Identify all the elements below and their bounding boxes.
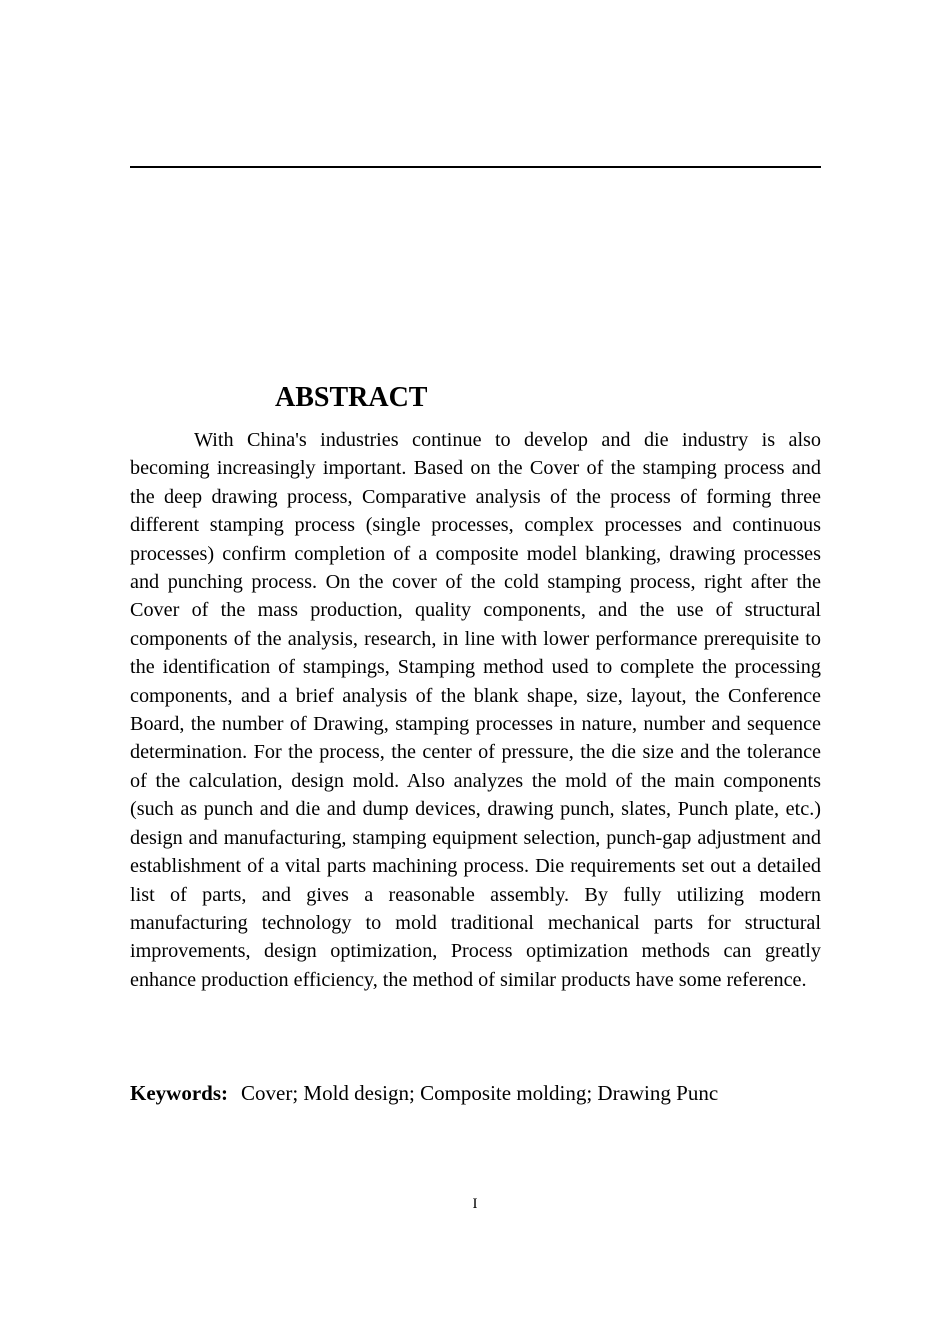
- keywords-label: Keywords:: [130, 1081, 228, 1105]
- abstract-body: With China's industries continue to develop and die industry is also becoming increasingly important. Based on the Cover of the stamping process and the deep drawing process, Comparative analysis of the process of forming three different stamping process (single processes, complex processes and continuous processes) confirm completion of a composite model blanking, drawing processes and punching process. On the cover of the cold stamping process, right after the Cover of the mass production, quality components, and the use of structural components of the analysis, research, in line with lower performance prerequisite to the identification of stampings, Stamping method used to complete the processing components, and a brief analysis of the blank shape, size, layout, the Conference Board, the number of Drawing, stamping processes in nature, number and sequence determination. For the process, the center of pressure, the die size and the tolerance of the calculation, design mold. Also analyzes the mold of the main components (such as punch and die and dump devices, drawing punch, slates, Punch plate, etc.) design and manufacturing, stamping equipment selection, punch-gap adjustment and establishment of a vital parts machining process. Die requirements set out a detailed list of parts, and gives a reasonable assembly. By fully utilizing modern manufacturing technology to mold traditional mechanical parts for structural improvements, design optimization, Process optimization methods can greatly enhance production efficiency, the method of similar products have some reference.: [130, 429, 821, 991]
- keywords-line: [130, 1079, 718, 1107]
- abstract-title: ABSTRACT: [275, 382, 428, 413]
- keywords-value: Cover; Mold design; Composite molding; Drawing Punc: [241, 1081, 719, 1105]
- header-rule: [130, 166, 821, 168]
- page-number: I: [472, 1196, 478, 1212]
